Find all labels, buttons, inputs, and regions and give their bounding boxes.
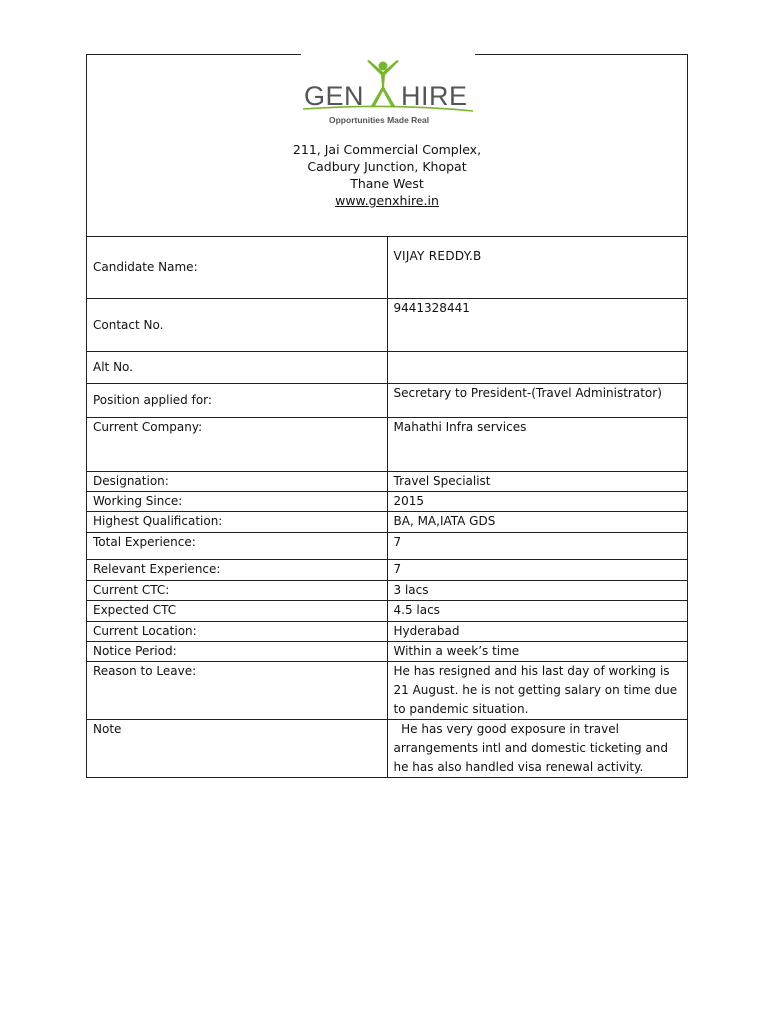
- field-label: Working Since:: [87, 492, 388, 512]
- table-row: [87, 492, 688, 512]
- table-row: [87, 384, 688, 418]
- genxhire-logo: [301, 57, 475, 127]
- field-label: Candidate Name:: [87, 237, 388, 299]
- svg-text:HIRE: HIRE: [401, 81, 468, 111]
- total-experience-value: 7: [387, 533, 688, 560]
- current-company-value: Mahathi Infra services: [387, 418, 688, 472]
- qualification-value: BA, MA,IATA GDS: [387, 512, 688, 533]
- relevant-experience-value: 7: [387, 560, 688, 581]
- table-row: [87, 237, 688, 299]
- current-location-value: Hyderabad: [387, 622, 688, 642]
- candidate-name-value: VIJAY REDDY.B: [387, 237, 688, 299]
- table-row: [87, 622, 688, 642]
- header-row: [87, 55, 688, 237]
- reason-to-leave-value: He has resigned and his last day of working is 21 August. he is not getting salary on time due to pandemic situation.: [387, 662, 688, 720]
- table-row: [87, 533, 688, 560]
- table-row: [87, 418, 688, 472]
- field-label: Contact No.: [87, 299, 388, 352]
- website-link[interactable]: www.genxhire.in: [335, 193, 439, 208]
- field-label: Current CTC:: [87, 581, 388, 601]
- table-row: [87, 299, 688, 352]
- field-label: Highest Qualification:: [87, 512, 388, 533]
- note-value: He has very good exposure in travel arrangements intl and domestic ticketing and he has also handled visa renewal activity.: [387, 720, 688, 778]
- table-row: [87, 601, 688, 622]
- designation-value: Travel Specialist: [387, 472, 688, 492]
- field-label: Current Location:: [87, 622, 388, 642]
- table-row: [87, 352, 688, 384]
- address-line-1: 211, Jai Commercial Complex,: [292, 142, 482, 157]
- company-header: [87, 55, 688, 237]
- address-line-2: Cadbury Junction, Khopat: [307, 159, 467, 174]
- expected-ctc-value: 4.5 lacs: [387, 601, 688, 622]
- field-label: Current Company:: [87, 418, 388, 472]
- table-row: [87, 472, 688, 492]
- field-label: Total Experience:: [87, 533, 388, 560]
- position-value: Secretary to President-(Travel Administrator): [387, 384, 688, 418]
- current-ctc-value: 3 lacs: [387, 581, 688, 601]
- company-address: [87, 141, 687, 209]
- address-line-3: Thane West: [350, 176, 424, 191]
- contact-no-value: 9441328441: [387, 299, 688, 352]
- svg-text:GEN: GEN: [304, 81, 365, 111]
- field-label: Designation:: [87, 472, 388, 492]
- table-row: [87, 560, 688, 581]
- alt-no-value: [387, 352, 688, 384]
- table-row: [87, 512, 688, 533]
- field-label: Position applied for:: [87, 384, 388, 418]
- svg-text:Opportunities Made Real: Opportunities Made Real: [329, 115, 430, 125]
- working-since-value: 2015: [387, 492, 688, 512]
- candidate-profile-table: [86, 54, 688, 778]
- table-row: [87, 720, 688, 778]
- table-row: [87, 642, 688, 662]
- field-label: Reason to Leave:: [87, 662, 388, 720]
- field-label: Relevant Experience:: [87, 560, 388, 581]
- table-row: [87, 662, 688, 720]
- field-label: Alt No.: [87, 352, 388, 384]
- table-row: [87, 581, 688, 601]
- notice-period-value: Within a week’s time: [387, 642, 688, 662]
- field-label: Note: [87, 720, 388, 778]
- field-label: Notice Period:: [87, 642, 388, 662]
- field-label: Expected CTC: [87, 601, 388, 622]
